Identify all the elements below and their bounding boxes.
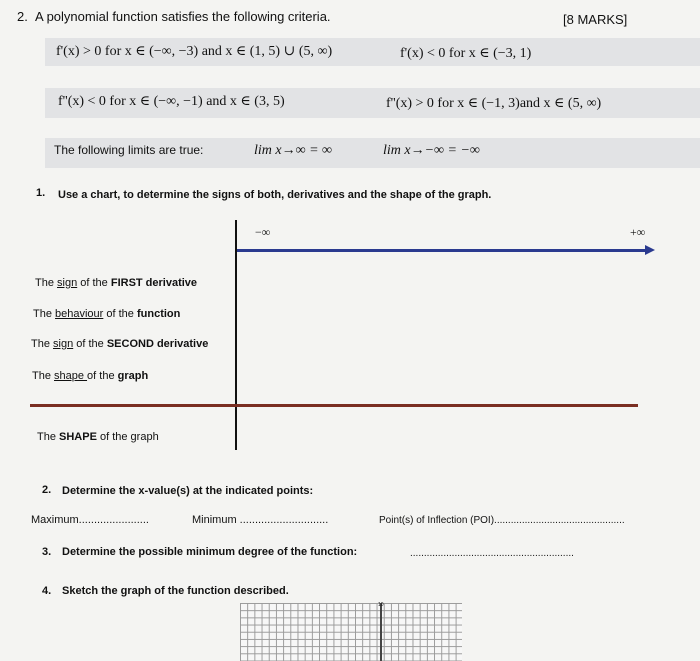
negative-infinity-label: −∞ bbox=[255, 225, 271, 239]
q2-text: Determine the x-value(s) at the indicated points: bbox=[62, 485, 314, 497]
degree-blank[interactable]: ........................................................... bbox=[410, 548, 574, 559]
question-title: A polynomial function satisfies the following criteria. bbox=[35, 9, 331, 24]
graph-paper bbox=[240, 603, 462, 661]
poi-blank[interactable]: Point(s) of Inflection (POI)............................................... bbox=[379, 515, 625, 526]
first-derivative-positive-criteria: f'(x) > 0 for x ∈ (−∞, −3) and x ∈ (1, 5) ∪ (5, ∞) bbox=[56, 44, 333, 59]
second-derivative-positive-criteria: f''(x) > 0 for x ∈ (−1, 3)and x ∈ (5, ∞) bbox=[386, 96, 602, 111]
row-label-shape: The shape of the graph bbox=[32, 370, 149, 382]
q1-number: 1. bbox=[36, 187, 46, 199]
question-number: 2. bbox=[17, 9, 28, 24]
q3-number: 3. bbox=[42, 546, 52, 558]
row-label-behaviour: The behaviour of the function bbox=[33, 308, 181, 320]
q4-number: 4. bbox=[42, 585, 52, 597]
maximum-blank[interactable]: Maximum....................... bbox=[31, 514, 149, 526]
sketch-y-axis bbox=[380, 603, 382, 661]
positive-infinity-label: +∞ bbox=[630, 225, 646, 239]
chart-vertical-divider bbox=[235, 220, 237, 450]
row-label-second-derivative: The sign of the SECOND derivative bbox=[31, 338, 209, 350]
row-label-first-derivative: The sign of the FIRST derivative bbox=[35, 277, 198, 289]
sketch-axis-label: 10 bbox=[378, 602, 384, 608]
limit-negative-infinity: lim x→−∞ = −∞ bbox=[383, 143, 480, 158]
marks-label: [8 MARKS] bbox=[563, 12, 628, 27]
minimum-blank[interactable]: Minimum ............................. bbox=[192, 514, 329, 526]
second-derivative-negative-criteria: f''(x) < 0 for x ∈ (−∞, −1) and x ∈ (3, 5) bbox=[58, 94, 285, 109]
number-line bbox=[237, 249, 647, 252]
number-line-arrowhead bbox=[645, 245, 655, 255]
chart-horizontal-divider bbox=[30, 404, 638, 407]
limit-positive-infinity: lim x→∞ = ∞ bbox=[254, 143, 333, 158]
sketch-grid[interactable] bbox=[240, 603, 462, 661]
row-label-shape-graph: The SHAPE of the graph bbox=[37, 431, 159, 443]
first-derivative-negative-criteria: f'(x) < 0 for x ∈ (−3, 1) bbox=[400, 46, 532, 61]
q2-number: 2. bbox=[42, 484, 52, 496]
q4-text: Sketch the graph of the function described. bbox=[62, 585, 289, 597]
q1-text: Use a chart, to determine the signs of both, derivatives and the shape of the graph. bbox=[58, 189, 492, 201]
limits-label: The following limits are true: bbox=[54, 143, 204, 157]
q3-text: Determine the possible minimum degree of the function: bbox=[62, 546, 358, 558]
